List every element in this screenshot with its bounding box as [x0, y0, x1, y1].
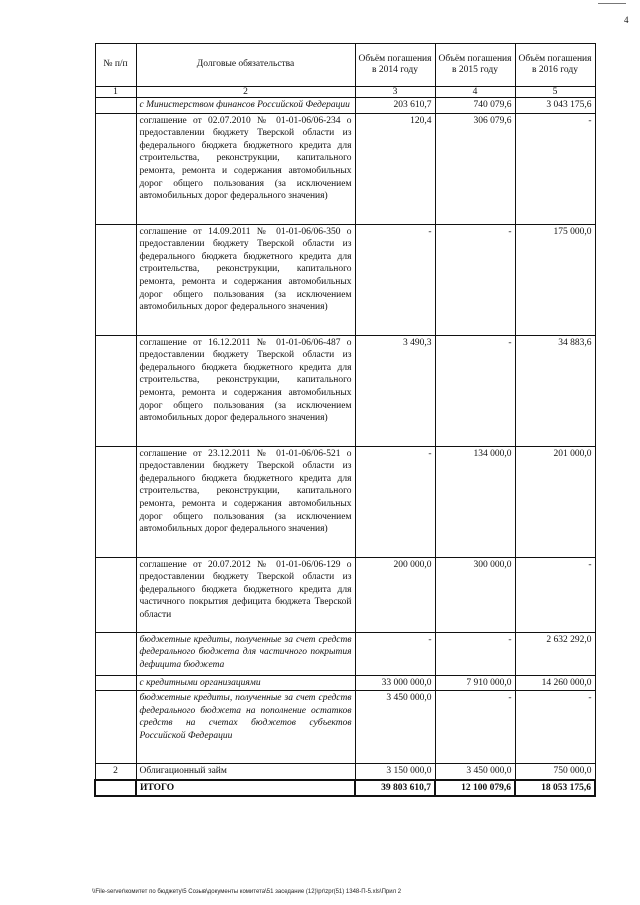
value-2014: 200 000,0	[355, 557, 435, 632]
obligation-text: с кредитными организациями	[136, 675, 355, 691]
value-2014: 120,4	[355, 113, 435, 224]
value-2016: -	[515, 691, 595, 764]
obligation-text: соглашение от 16.12.2011 № 01-01-06/06-487 о предоставлении бюджету Тверской области из федерального бюджета бюджетного кредита для строительства, реконструкции, капитального ремонта, ремонта и содержания автомобильных дорог общего пользования (за исключением автомобильных дорог федерального значения)	[136, 335, 355, 446]
table-row	[95, 224, 595, 335]
row-num	[95, 335, 136, 446]
table-row	[95, 446, 595, 557]
obligation-text: бюджетные кредиты, полученные за счет средств федерального бюджета на пополнение остатков средств на счетах бюджетов субъектов Российской Федерации	[136, 691, 355, 764]
row-num: 2	[95, 764, 136, 780]
value-2014: 33 000 000,0	[355, 675, 435, 691]
row-num	[95, 675, 136, 691]
value-2014: 3 150 000,0	[355, 764, 435, 780]
table-row	[95, 632, 595, 675]
obligation-text: соглашение от 02.07.2010 № 01-01-06/06-234 о предоставлении бюджету Тверской области из федерального бюджета бюджетного кредита для строительства, реконструкции, капитального ремонта, ремонта и содержания автомобильных дорог общего пользования (за исключением автомобильных дорог федерального значения)	[136, 113, 355, 224]
total-2016: 18 053 175,6	[515, 780, 595, 797]
value-2015: -	[435, 632, 515, 675]
total-num-cell	[95, 780, 136, 797]
obligation-text: соглашение от 14.09.2011 № 01-01-06/06-350 о предоставлении бюджету Тверской области из федерального бюджета бюджетного кредита для строительства, реконструкции, капитального ремонта, ремонта и содержания автомобильных дорог общего пользования (за исключением автомобильных дорог федерального значения)	[136, 224, 355, 335]
obligation-text: соглашение от 20.07.2012 № 01-01-06/06-129 о предоставлении бюджету Тверской области из федерального бюджета бюджетного кредита для частичного покрытия дефицита бюджета Тверской области	[136, 557, 355, 632]
obligation-text: соглашение от 23.12.2011 № 01-01-06/06-521 о предоставлении бюджету Тверской области из федерального бюджета бюджетного кредита для строительства, реконструкции, капитального ремонта, ремонта и содержания автомобильных дорог общего пользования (за исключением автомобильных дорог федерального значения)	[136, 446, 355, 557]
row-num	[95, 446, 136, 557]
value-2016: 175 000,0	[515, 224, 595, 335]
table-row	[95, 764, 595, 780]
row-num	[95, 632, 136, 675]
column-index-cell: 1	[95, 87, 136, 98]
column-index-cell: 4	[435, 87, 515, 98]
value-2016: 750 000,0	[515, 764, 595, 780]
value-2015: -	[435, 224, 515, 335]
table-row	[95, 113, 595, 224]
value-2015: 134 000,0	[435, 446, 515, 557]
header-obligation: Долговые обязательства	[136, 44, 355, 87]
value-2015: 7 910 000,0	[435, 675, 515, 691]
total-row	[95, 780, 595, 797]
value-2015: -	[435, 691, 515, 764]
column-index-cell: 5	[515, 87, 595, 98]
row-num	[95, 98, 136, 114]
table-row	[95, 335, 595, 446]
row-num	[95, 691, 136, 764]
value-2016: -	[515, 557, 595, 632]
column-index-cell: 3	[355, 87, 435, 98]
total-2015: 12 100 079,6	[435, 780, 515, 797]
header-2016: Объём погашения в 2016 году	[515, 44, 595, 87]
value-2014: -	[355, 224, 435, 335]
value-2016: 14 260 000,0	[515, 675, 595, 691]
value-2016: 34 883,6	[515, 335, 595, 446]
value-2015: 306 079,6	[435, 113, 515, 224]
header-row	[95, 44, 595, 87]
obligation-text: Облигационный займ	[136, 764, 355, 780]
obligation-text: с Министерством финансов Российской Федерации	[136, 98, 355, 114]
value-2014: 3 450 000,0	[355, 691, 435, 764]
column-index-cell: 2	[136, 87, 355, 98]
value-2014: 203 610,7	[355, 98, 435, 114]
table-row	[95, 98, 595, 114]
value-2014: -	[355, 632, 435, 675]
row-num	[95, 224, 136, 335]
header-2015: Объём погашения в 2015 году	[435, 44, 515, 87]
value-2014: 3 490,3	[355, 335, 435, 446]
value-2014: -	[355, 446, 435, 557]
header-2014: Объём погашения в 2014 году	[355, 44, 435, 87]
column-index-row	[95, 87, 595, 98]
table-row	[95, 557, 595, 632]
file-path-footer: \\File-server\комитет по бюджету\5 Созыв\документы комитета\51 заседание (12)\pr\zpr(51) 1348-П-5.xls\Прил 2	[92, 889, 402, 895]
total-2014: 39 803 610,7	[355, 780, 435, 797]
value-2015: 740 079,6	[435, 98, 515, 114]
value-2016: 3 043 175,6	[515, 98, 595, 114]
table-row	[95, 675, 595, 691]
obligation-text: бюджетные кредиты, полученные за счет средств федерального бюджета для частичного покрытия дефицита бюджета	[136, 632, 355, 675]
value-2015: 3 450 000,0	[435, 764, 515, 780]
table-row	[95, 691, 595, 764]
value-2015: -	[435, 335, 515, 446]
corner-mark-line	[598, 3, 626, 4]
value-2015: 300 000,0	[435, 557, 515, 632]
header-num: № п/п	[95, 44, 136, 87]
row-num	[95, 557, 136, 632]
debt-repayment-table	[94, 43, 596, 797]
total-label: ИТОГО	[136, 780, 355, 797]
value-2016: 2 632 292,0	[515, 632, 595, 675]
value-2016: -	[515, 113, 595, 224]
page-number: 4	[624, 15, 629, 25]
value-2016: 201 000,0	[515, 446, 595, 557]
row-num	[95, 113, 136, 224]
